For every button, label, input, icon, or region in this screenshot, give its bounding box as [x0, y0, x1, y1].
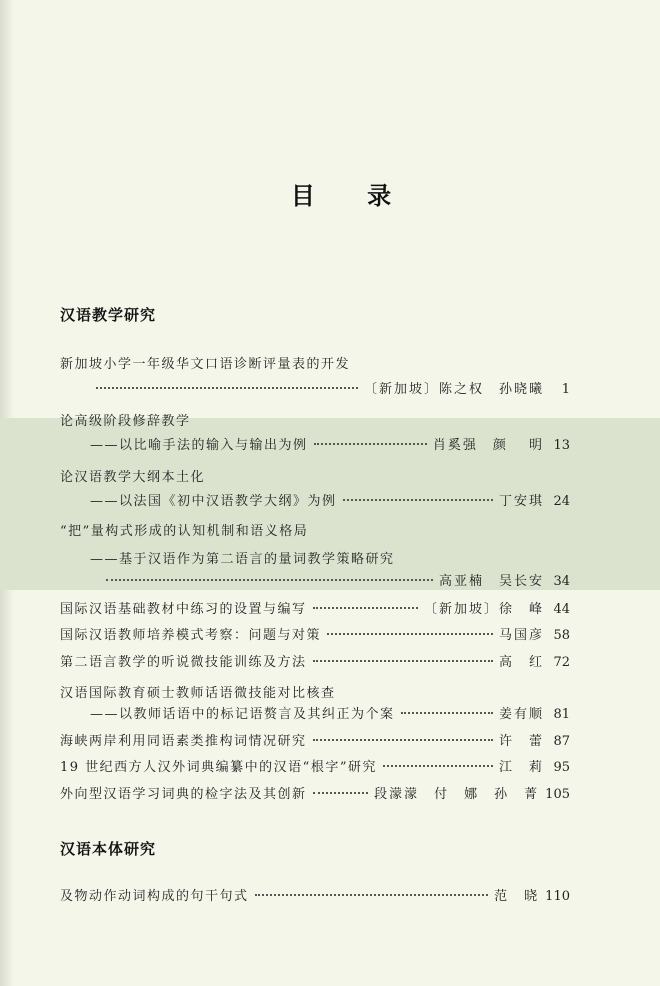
toc-entry-subtitle: ——以教师话语中的标记语赘言及其纠正为个案 — [90, 707, 395, 722]
toc-entry-page: 87 — [553, 734, 570, 749]
page-title: 目 录 — [290, 181, 414, 210]
dot-leader — [313, 791, 369, 794]
toc-entry-title: 国际汉语教师培养模式考察：问题与对策 — [60, 628, 322, 643]
toc-entry-title: 及物动作动词构成的句干句式 — [60, 889, 249, 904]
dot-leader — [106, 578, 433, 581]
toc-entry-title: 汉语国际教育硕士教师话语微技能对比核查 — [60, 686, 336, 701]
toc-entry-line — [90, 438, 570, 454]
toc-entry-author: 姜有顺 — [498, 707, 544, 722]
toc-entry-page: 72 — [553, 655, 570, 670]
section-heading-teaching: 汉语教学研究 — [60, 306, 157, 324]
toc-entry-author: 范 晓 — [494, 889, 540, 904]
toc-entry-line — [60, 760, 570, 776]
dot-leader — [343, 498, 493, 501]
dot-leader — [383, 764, 493, 767]
toc-entry-author: 段濛濛 付 娜 孙 菁 — [374, 787, 540, 802]
toc-entry-title: 国际汉语基础教材中练习的设置与编写 — [60, 602, 307, 617]
toc-entry-line — [100, 574, 570, 590]
toc-entry-author: 〔新加坡〕徐 峰 — [423, 602, 544, 617]
toc-entry-title: 论汉语教学大纲本土化 — [60, 470, 206, 485]
toc-entry-line — [90, 494, 570, 510]
toc-entry-page: 110 — [545, 889, 570, 904]
toc-entry-author: 〔新加坡〕陈之权 孙晓曦 — [363, 382, 544, 397]
toc-entry-line — [60, 628, 570, 644]
toc-entry-page: 1 — [561, 382, 570, 397]
dot-leader — [314, 442, 427, 445]
toc-entry-line — [60, 602, 570, 618]
toc-entry-author: 江 莉 — [498, 760, 544, 775]
toc-entry-line — [60, 787, 570, 803]
toc-entry-title: “把”量构式形成的认知机制和语义格局 — [60, 524, 309, 539]
toc-entry-author: 高亚楠 吴长安 — [438, 574, 544, 589]
toc-entry-line — [60, 655, 570, 671]
toc-entry-line — [60, 734, 570, 750]
dot-leader — [255, 893, 489, 896]
toc-entry-page: 58 — [553, 628, 570, 643]
dot-leader — [401, 711, 493, 714]
toc-entry-title: 外向型汉语学习词典的检字法及其创新 — [60, 787, 307, 802]
toc-entry-page: 34 — [553, 574, 570, 589]
toc-entry-page: 81 — [553, 707, 570, 722]
toc-entry-subtitle: ——基于汉语作为第二语言的量词教学策略研究 — [90, 552, 395, 567]
toc-entry-title: 论高级阶段修辞教学 — [60, 414, 191, 429]
toc-entry-page: 95 — [553, 760, 570, 775]
toc-entry-subtitle: ——以比喻手法的输入与输出为例 — [90, 438, 308, 453]
toc-entry-line — [90, 707, 570, 723]
toc-entry-author: 肖奚强 颜 明 — [432, 438, 544, 453]
toc-entry-title: 第二语言教学的听说微技能训练及方法 — [60, 655, 307, 670]
toc-entry-page: 44 — [553, 602, 570, 617]
dot-leader — [96, 386, 358, 389]
dot-leader — [327, 632, 493, 635]
toc-entry-subtitle: ——以法国《初中汉语教学大纲》为例 — [90, 494, 337, 509]
toc-entry-title: 新加坡小学一年级华文口语诊断评量表的开发 — [60, 357, 351, 372]
toc-entry-author: 高 红 — [498, 655, 544, 670]
toc-entry-author: 许 蕾 — [498, 734, 544, 749]
toc-entry-title: 海峡两岸利用同语素类推构词情况研究 — [60, 734, 307, 749]
toc-entry-page: 24 — [553, 494, 570, 509]
toc-entry-page: 13 — [553, 438, 570, 453]
toc-entry-page: 105 — [545, 787, 570, 802]
dot-leader — [313, 606, 418, 609]
toc-entry-title: 19 世纪西方人汉外词典编纂中的汉语“根字”研究 — [60, 760, 377, 775]
toc-entry-line — [60, 889, 570, 905]
toc-entry-author: 马国彦 — [498, 628, 544, 643]
dot-leader — [313, 738, 493, 741]
toc-entry-line — [90, 382, 570, 398]
section-heading-ontology: 汉语本体研究 — [60, 840, 157, 858]
toc-entry-author: 丁安琪 — [498, 494, 544, 509]
dot-leader — [313, 659, 493, 662]
